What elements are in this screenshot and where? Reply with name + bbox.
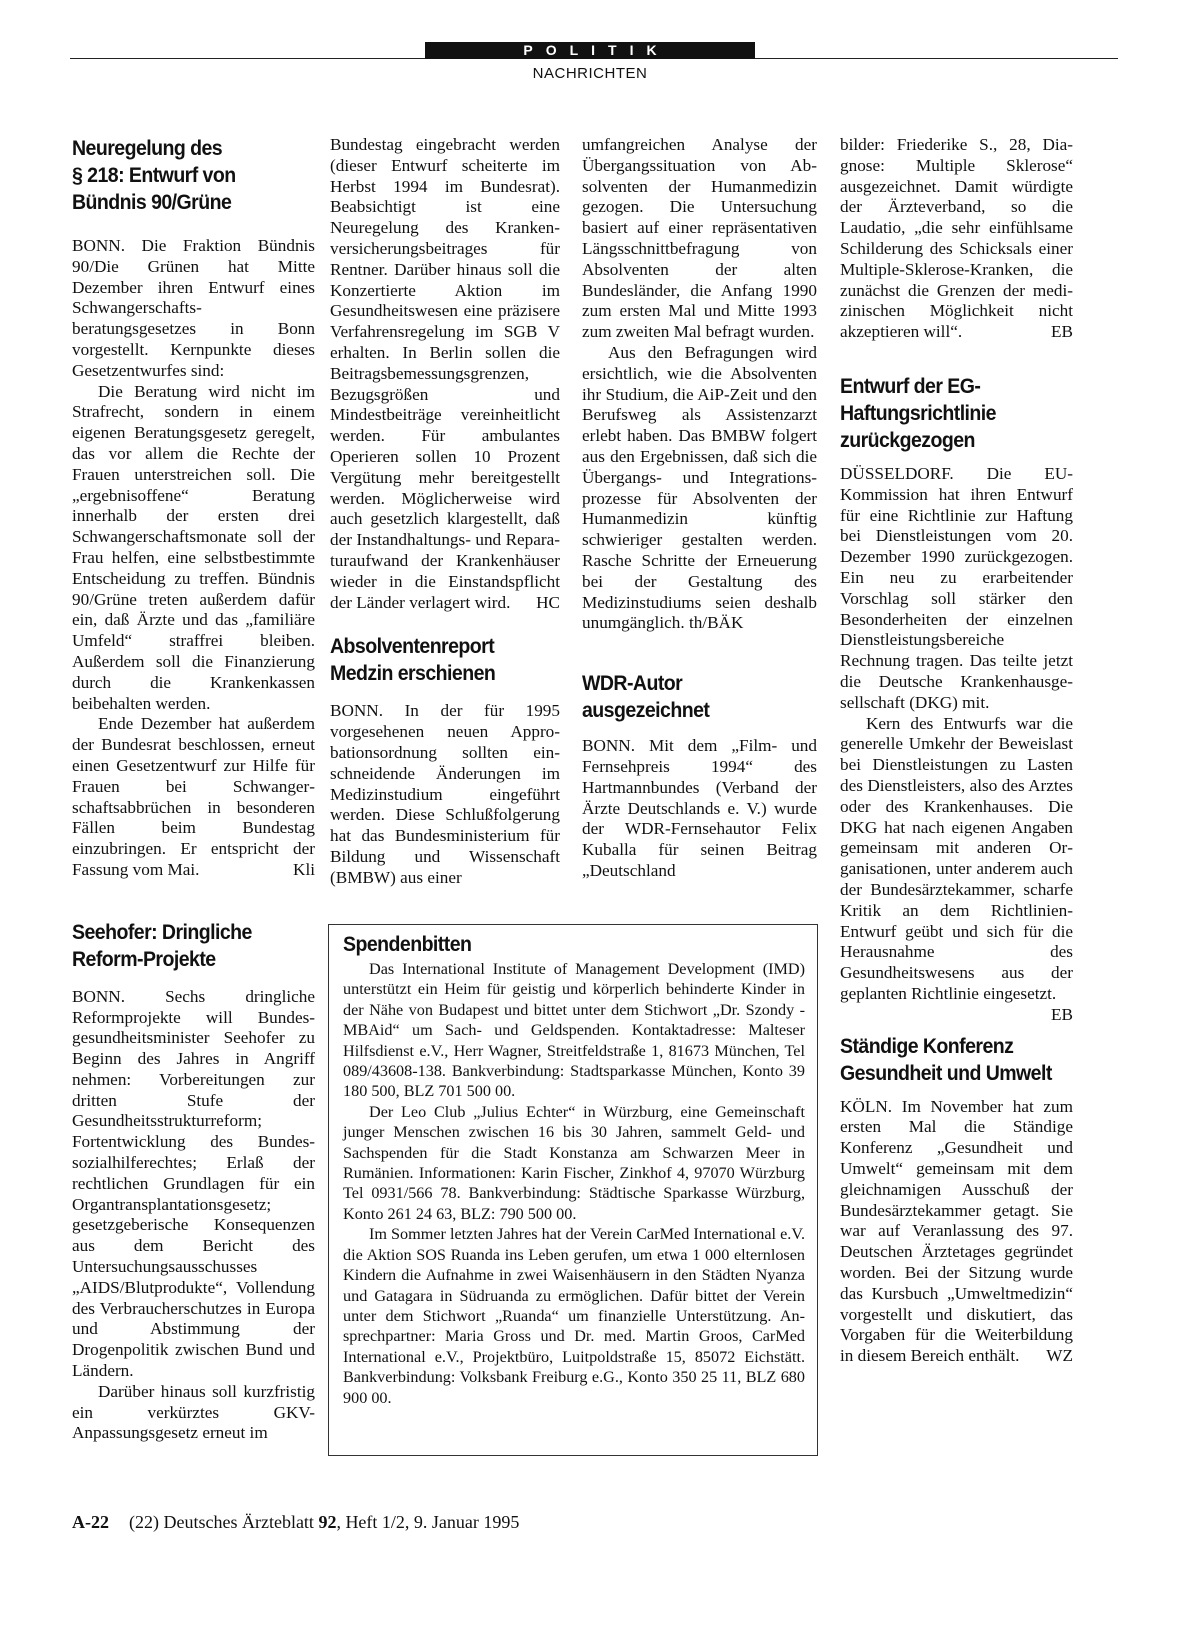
article-headline [72,919,298,973]
headline-line: Reform-Projekte [72,947,216,971]
page-number: A-22 [72,1512,109,1532]
column-1 [72,135,315,1444]
headline-line: Haftungsrichtlinie [840,401,996,425]
section-label-bar [425,42,755,59]
headline-line: ausgezeichnet [582,699,710,723]
article-paragraph [840,713,1073,1024]
headline-line: Ständige Konferenz [840,1034,1014,1058]
article-paragraph [582,343,817,634]
page-footer [72,1512,519,1533]
citation-volume: 92 [318,1512,337,1532]
headline-line: Entwurf der EG- [840,374,981,398]
author-signature: Kli [293,859,315,879]
article-paragraph: Die Beratung wird nicht im Strafrecht, sondern in einem eigenen Beratungsgesetz geregelt, das vor allem die Rechte der Frauen unterstreichen soll. Die „ergebnisoffene“ Beratung innerhalb der ersten drei Schwangerschaftsmonate soll der Frau helfen, eine selbstbestimmte Entscheidung zu treffen. Bündnis 90/Grüne treten außerdem dafür ein, daß Ärzte und das „familiäre Umfeld“ straffrei bleiben. Außerdem soll die Finanzierung durch die Krankenkassen beibehalten werden. [72,381,315,713]
article-paragraph: umfangreichen Analyse der Übergangssituation von Absolventen der Humanmedizin gezogen. Die Untersuchung basiert auf einer repräsentativen Längsschnittbefragung von Absolventen der alten Bundesländer, die Anfang 1990 zum ersten Mal und Mitte 1993 zum zweiten Mal befragt wurden. [582,135,817,342]
article-headline [72,135,298,216]
headline-line: WDR-Autor [582,672,683,696]
box-paragraph: Der Leo Club „Julius Echter“ in Würzburg, eine Gemeinschaft junger Menschen zwischen 16 bis 30 Jahren, sammelt Geld- und Sachspenden für die Stadt Konstanza am Schwarzen Meer in Rumänien. Informationen: Karin Fischer, Zinkhof 4, 97070 Würzburg Tel 0931/566 78. Bankverbindung: Städtische Sparkasse Würzburg, Konto 261 24 63, BLZ: 790 500 00. [343,1102,805,1223]
author-signature: WZ [1046,1346,1073,1366]
paragraph-text: Bundestag eingebracht werden (dieser Entwurf scheiterte im Herbst 1994 im Bundesrat). Beabsichtigt ist eine Neuregelung des Krankenversicherungsbeitrages für Rentner. Darüber hinaus soll die Konzertierte Aktion im Gesundheitswesen eine präzisere Verfahrensregelung im SGB V erhalten. In Berlin sollen die Beitragsbemessungsgrenzen, Bezugsgrößen und Mindestbeiträge vereinheitlicht werden. Für ambulantes Operieren sollen 10 Prozent Vergütung mehr bereitgestellt werden. Möglicherweise wird auch gesetzlich klargestellt, daß der Instandhaltungs- und Reparaturaufwand der Krankenhäuser wieder in die Einstandspflicht der Länder verlagert wird. [330,135,560,612]
paragraph-text: Kern des Entwurfs war die generelle Umkehr der Beweislast bei Dienstleistungen zu Lasten des Dienstleisters, also des Arztes oder des Krankenhauses. Die DKG hat nach eigenen Angaben gemeinsam mit anderen Organisationen, unter anderem auch der Bundesärztekammer, scharfe Kritik an dem Richtlinien-Entwurf geübt und sich für die Herausnahme des Gesundheitswesens aus der geplanten Richtlinie eingesetzt. [840,713,1073,1003]
article-eg-haftungsrichtlinie [840,373,1073,1024]
paragraph-text: bilder: Friederike S., 28, Diagnose: Multiple Sklerose“ ausgezeichnet. Damit würdigte der Ärzteverband, so die Laudatio, „die sehr einfühlsame Schilderung des Schicksals einer Multiple-Sklerose-Kranken, die zunächst die Grenzen der medizinischen Möglichkeit nicht akzeptieren will“. [840,135,1073,342]
box-paragraph: Im Sommer letzten Jahres hat der Verein CarMed International e.V. die Aktion SOS Ruanda ins Leben gerufen, um etwa 1 000 elternlosen Kindern die Aufnahme in zwei Waisenhäusern in den Städten Nyanza und Gatagara in Südruanda zu ermöglichen. Dafür bittet der Verein unter dem Stichwort „Ruanda“ um finanzielle Unterstützung. Ansprechpartner: Maria Gross und Dr. med. Martin Groos, CarMed International e.V., Projektbüro, Luitpoldstraße 15, 85072 Eichstätt. Bankverbindung: Volksbank Freiburg e.G., Konto 350 25 11, BLZ 680 900 00. [343,1225,805,1407]
article-wdr-autor [582,670,817,882]
headline-line: Bündnis 90/Grüne [72,191,232,214]
paragraph-text: KÖLN. Im November hat zum ersten Mal die Ständige Konferenz „Gesundheit und Umwelt“ gemeinsam mit dem gleichnamigen Ausschuß der Bundesärztekammer getagt. Sie war auf Veranlassung des 97. Deutschen Ärztetages gegründet worden. Bei der Sitzung wurde das Kursbuch „Umweltmedizin“ vorgestellt und diskutiert, das Vorgaben für die Weiterbildung in diesem Bereich enthält. [840,1096,1073,1366]
citation-prefix: (22) Deutsches Ärzteblatt [129,1512,319,1532]
column-2 [330,135,560,889]
article-wdr-autor-continued [840,135,1073,343]
article-headline [840,373,1057,454]
headline-line: zurückgezogen [840,428,975,452]
spendenbitten-box [328,924,818,1456]
column-4 [840,135,1073,1367]
article-paragraph: Darüber hinaus soll kurzfristig ein verkürztes GKV-Anpassungsgesetz erneut im [72,1381,315,1443]
section-label: POLITIK [523,42,670,58]
subsection-label: NACHRICHTEN [532,65,648,82]
article-s218 [72,135,315,881]
author-signature: EB [1051,1004,1073,1024]
headline-line: Gesundheit und Umwelt [840,1061,1052,1085]
article-seehofer [72,919,315,1445]
article-paragraph [840,1097,1073,1367]
headline-line: Seehofer: Dringliche [72,920,252,944]
article-paragraph: BONN. Mit dem „Film- und Fernsehpreis 1994“ des Hartmannbundes (Verband der Ärzte Deutschlands e. V.) wurde der WDR-Fernsehautor Felix Kuballa für seinen Beitrag „Deutschland [582,736,817,880]
article-seehofer-continued [330,135,560,613]
headline-line: Absolventenreport [330,635,495,659]
column-3 [582,135,817,882]
article-paragraph [840,135,1073,343]
author-signature: th/BÄK [688,613,744,633]
article-headline [330,633,544,687]
headline-line: § 218: Entwurf von [72,164,236,187]
article-headline [840,1033,1057,1087]
article-paragraph: BONN. In der für 1995 vorgesehenen neuen Approbationsordnung sollten einschneidende Änderungen im Medizinstudium eingeführt werden. Diese Schlußfolgerung hat das Bundesministerium für Bildung und Wissenschaft (BMBW) aus einer [330,701,560,887]
box-headline: Spendenbitten [343,933,472,956]
paragraph-text: Ende Dezember hat außerdem der Bundesrat beschlossen, erneut einen Gesetzentwurf zur Hilfe für Frauen bei Schwangerschaftsabbrüchen in besonderen Fällen beim Bundestag einzubringen. Er entspricht der Fassung vom Mai. [72,714,315,879]
article-paragraph: DÜSSELDORF. Die EU-Kommission hat ihren Entwurf für eine Richtlinie zur Haftung bei Dienstleistungen vom 20. Dezember 1990 zurückgezogen. Ein neu zu erarbeitender Vorschlag soll stärker den Besonderheiten der einzelnen Dienstleistungsbereiche Rechnung tragen. Das teilte jetzt die Deutsche Krankenhausgesellschaft (DKG) mit. [840,463,1073,712]
headline-line: Medzin erschienen [330,662,496,686]
article-absolventenreport [330,633,560,888]
headline-line: Neuregelung des [72,137,223,160]
box-paragraph: Das International Institute of Management Development (IMD) unterstützt ein Heim für geistig und körperlich behinderte Kinder in der Nähe von Budapest und bittet unter dem Stichwort „Dr. Szondy - MBAid“ um Sach- und Geldspenden. Kontaktadresse: Malteser Hilfsdienst e.V., Herr Wagner, Streitfeldstraße 1, 81673 München, Tel 089/43608-138. Bankverbindung: Stadtsparkasse München, Konto 39 180 500, BLZ 701 500 00. [343,960,805,1101]
author-signature: EB [1051,322,1073,342]
article-headline [582,670,801,724]
article-paragraph: BONN. Sechs dringliche Reformprojekte will Bundesgesundheitsminister Seehofer zu Beginn des Jahres in Angriff nehmen: Vorbereitungen zur dritten Stufe der Gesundheitsstrukturreform; Fortentwicklung des Bundessozialhilferechtes; Erlaß der rechtlichen Grundlagen für ein Organtransplantationsgesetz; gesetzgeberische Konsequenzen aus dem Bericht des Untersuchungsausschusses „AIDS/Blutprodukte“, Vollendung des Verbraucherschutzes in Europa und Abstimmung der Drogenpolitik zwischen Bund und Ländern. [72,986,315,1381]
article-absolventenreport-continued [582,135,817,634]
article-paragraph [72,714,315,880]
article-paragraph [330,135,560,613]
article-paragraph: BONN. Die Fraktion Bündnis 90/Die Grünen hat Mitte Dezember ihren Entwurf eines Schwangerschaftsberatungsgesetzes in Bonn vorgestellt. Kernpunkte dieses Gesetzentwurfes sind: [72,236,315,380]
article-staendige-konferenz [840,1033,1073,1367]
citation-suffix: , Heft 1/2, 9. Januar 1995 [336,1512,520,1532]
author-signature: HC [536,592,560,612]
paragraph-text: Aus den Befragungen wird ersichtlich, wie die Absolventen ihr Studium, die AiP-Zeit und den Berufsweg als Assistenzarzt erlebt haben. Das BMBW folgert aus den Ergebnissen, daß sich die Übergangs- und Integrationsprozesse für Absolventen der Humanmedizin künftig schwieriger gestalten werden. Rasche Schritte der Erneuerung bei der Gestaltung des Medizinstudiums seien deshalb unumgänglich. [582,342,817,633]
